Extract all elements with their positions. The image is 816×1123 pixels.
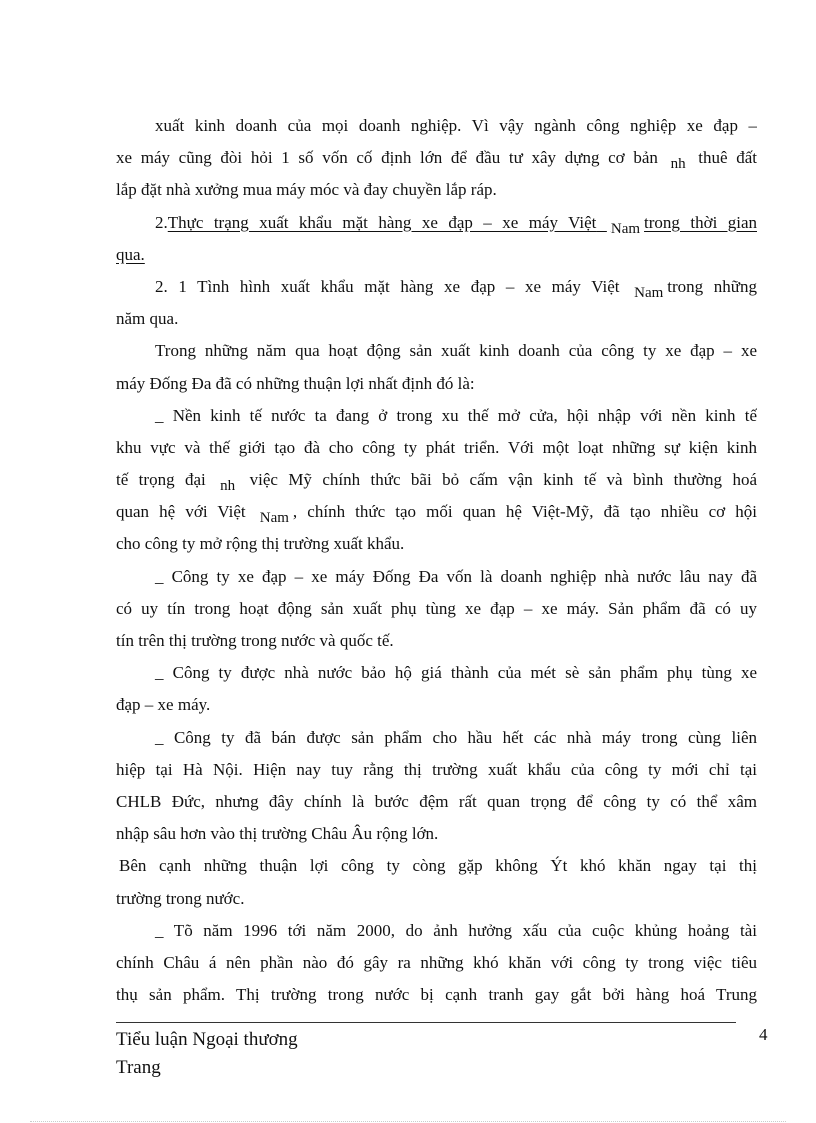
footer-title-line: Trang bbox=[116, 1057, 161, 1078]
text-line: xuất kinh doanh của mọi doanh nghiệp. Vì vậy ngành công nghiệp xe đạp – bbox=[155, 116, 757, 135]
text-line: tín trên thị trường trong nước và quốc tế. bbox=[116, 631, 394, 650]
text-line: khu vực và thế giới tạo đà cho công ty phát triển. Với một loạt những sự kiện kinh bbox=[116, 437, 757, 457]
text-line: _ Công ty xe đạp – xe máy Đống Đa vốn là doanh nghiệp nhà nước lâu nay đã bbox=[155, 566, 757, 586]
text-line: _ Tõ năm 1996 tới năm 2000, do ảnh hưởng xấu của cuộc khủng hoảng tài bbox=[155, 920, 757, 940]
footer-divider bbox=[116, 1022, 736, 1023]
text-line: _ Công ty được nhà nước bảo hộ giá thành của mét sè sản phẩm phụ tùng xe bbox=[155, 663, 757, 683]
text-line: xe máy cũng đòi hỏi 1 số vốn cố định lớn để đầu tư xây dựng cơ bản nh thuê đất bbox=[116, 148, 757, 173]
text-line: cho công ty mở rộng thị trường xuất khẩu. bbox=[116, 534, 405, 554]
text-line: Bên cạnh những thuận lợi công ty còng gặp không Ýt khó khăn ngay tại thị bbox=[119, 856, 757, 876]
text-line: nhập sâu hơn vào thị trường Châu Âu rộng lớn. bbox=[116, 824, 439, 844]
subsection-heading-line: 2. 1 Tình hình xuất khẩu mặt hàng xe đạp – xe máy Việt Nam trong những bbox=[155, 276, 757, 301]
footer-title-line: Tiểu luận Ngoại thương bbox=[116, 1029, 298, 1050]
text-line: Trong những năm qua hoạt động sản xuất kinh doanh của công ty xe đạp – xe bbox=[155, 341, 757, 361]
section-heading-line: qua. bbox=[116, 244, 145, 264]
text-line: tế trọng đại nh việc Mỹ chính thức bãi bỏ cấm vận kinh tế và bình thường hoá bbox=[116, 470, 757, 495]
text-line: trường trong nước. bbox=[116, 888, 245, 908]
body-text bbox=[116, 110, 757, 1011]
subsection-heading-line: năm qua. bbox=[116, 309, 179, 329]
text-line: quan hệ với Việt Nam , chính thức tạo mối quan hệ Việt-Mỹ, đã tạo nhiều cơ hội bbox=[116, 502, 757, 527]
text-line: _ Nền kinh tế nước ta đang ở trong xu thế mở cửa, hội nhập với nền kinh tế bbox=[155, 405, 757, 425]
text-fragment: nh bbox=[670, 156, 686, 173]
page-bottom-border bbox=[30, 1121, 786, 1122]
text-line: thụ sản phẩm. Thị trường trong nước bị cạnh tranh gay gắt bởi hàng hoá Trung bbox=[116, 985, 757, 1005]
page-number: 4 bbox=[759, 1025, 768, 1044]
text-line: CHLB Đức, nhưng đây chính là bước đệm rất quan trọng để công ty có thể xâm bbox=[116, 791, 757, 811]
text-line: _ Công ty đã bán được sản phẩm cho hầu hết các nhà máy trong cùng liên bbox=[155, 727, 757, 747]
text-line: đạp – xe máy. bbox=[116, 695, 211, 715]
text-line: hiệp tại Hà Nội. Hiện nay tuy rằng thị trường xuất khẩu của công ty mới chỉ tại bbox=[116, 759, 757, 779]
text-line: có uy tín trong hoạt động sản xuất phụ tùng xe đạp – xe máy. Sản phẩm đã có uy bbox=[116, 598, 757, 618]
footer-title bbox=[116, 1026, 298, 1082]
text-line: máy Đống Đa đã có những thuận lợi nhất định đó là: bbox=[116, 373, 475, 393]
text-line: lắp đặt nhà xưởng mua máy móc và đay chuyền lắp ráp. bbox=[116, 180, 497, 200]
section-heading-line: 2.Thực trạng xuất khẩu mặt hàng xe đạp – xe máy Việt Nam trong thời gian bbox=[155, 212, 757, 237]
text-line: chính Châu á nên phần nào đó gây ra những khó khăn với công ty trong việc tiêu bbox=[116, 952, 757, 972]
